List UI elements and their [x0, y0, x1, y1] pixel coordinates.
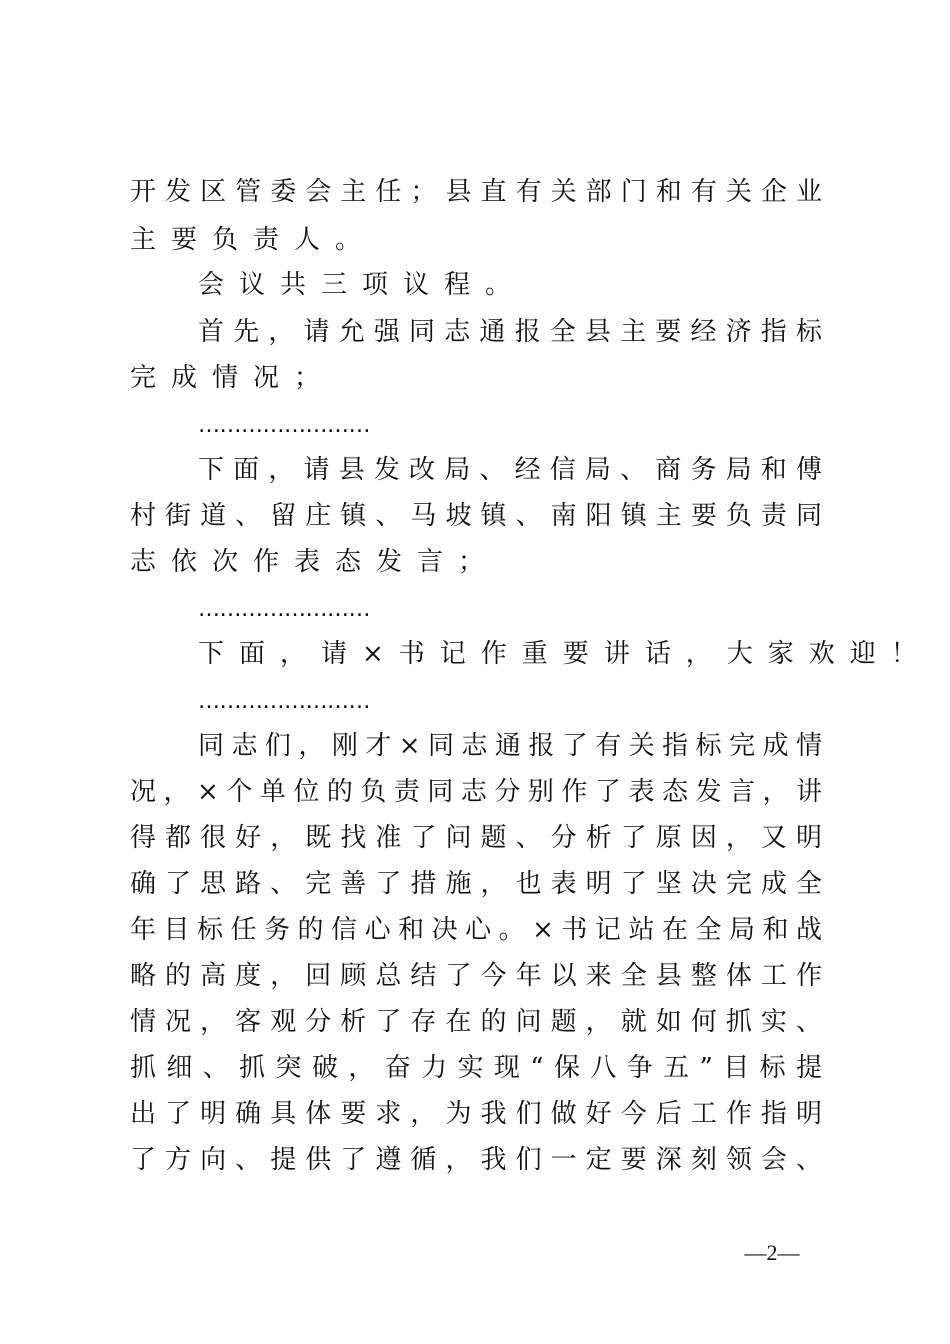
ellipsis-separator: ……………………	[198, 689, 370, 714]
speech-paragraph-line: 情况，客观分析了存在的问题，就如何抓实、	[130, 1007, 822, 1037]
body-line: 完成情况；	[130, 363, 336, 393]
speech-paragraph-line: 出了明确具体要求，为我们做好今后工作指明	[130, 1099, 822, 1129]
speech-paragraph-line: 况，×个单位的负责同志分别作了表态发言，讲	[130, 777, 822, 807]
body-line: 开发区管委会主任；县直有关部门和有关企业	[130, 177, 822, 207]
agenda-item-3: 下面，请×书记作重要讲话，大家欢迎！	[198, 639, 932, 669]
speech-paragraph-line: 得都很好，既找准了问题、分析了原因，又明	[130, 823, 822, 853]
speech-paragraph-line: 同志们，刚才×同志通报了有关指标完成情	[198, 731, 822, 761]
speech-paragraph-line: 年目标任务的信心和决心。×书记站在全局和战	[130, 915, 822, 945]
body-line: 村街道、留庄镇、马坡镇、南阳镇主要负责同	[130, 501, 822, 531]
speech-paragraph-line: 略的高度，回顾总结了今年以来全县整体工作	[130, 961, 822, 991]
agenda-item-1: 首先，请允强同志通报全县主要经济指标	[198, 317, 822, 347]
agenda-item-2: 下面，请县发改局、经信局、商务局和傅	[198, 455, 822, 485]
speech-paragraph-line: 了方向、提供了遵循，我们一定要深刻领会、	[130, 1145, 822, 1175]
ellipsis-separator: ……………………	[198, 597, 370, 622]
page-number: —2—	[744, 1240, 800, 1265]
body-line: 志依次作表态发言；	[130, 547, 500, 577]
speech-paragraph-line: 抓细、抓突破，奋力实现“保八争五”目标提	[130, 1053, 822, 1083]
body-line: 主要负责人。	[130, 225, 377, 255]
speech-paragraph-line: 确了思路、完善了措施，也表明了坚决完成全	[130, 869, 822, 899]
agenda-intro: 会议共三项议程。	[198, 270, 527, 300]
ellipsis-separator: ……………………	[198, 413, 370, 438]
